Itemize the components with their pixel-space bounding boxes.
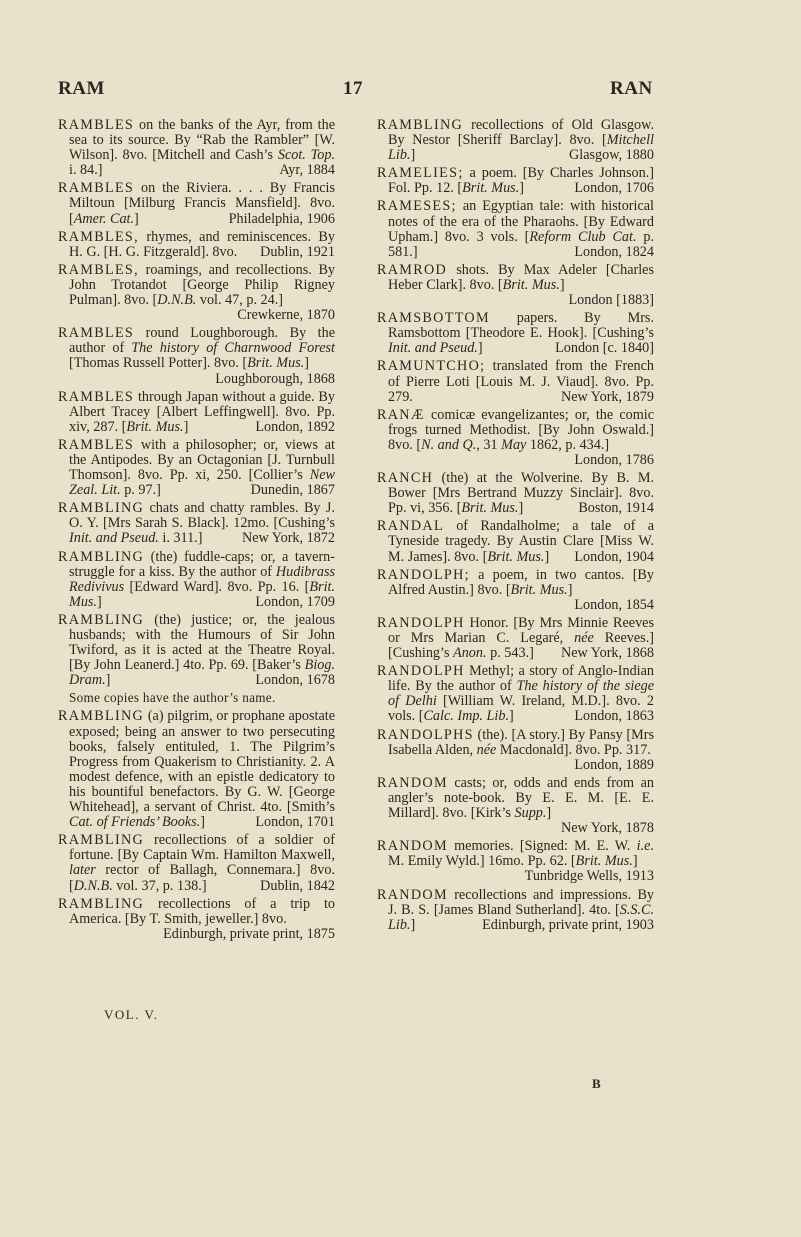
catalogue-entry — [377, 728, 654, 773]
entry-text: shots. By Max Adeler [Charles Heber Clark]. 8vo. [ — [388, 261, 654, 293]
entry-italic-title: Mitchell Lib. — [388, 132, 654, 164]
entry-imprint: Ayr, 1884 — [279, 162, 335, 179]
entry-headword: RAMBLES — [58, 388, 135, 405]
entry-text: with a philosopher; or, views at the Antipodes. By an Octagonian [J. Turnbull Thomson]. 8vo. Pp. xi, 250. [Collier’s — [69, 436, 335, 484]
entry-text: ] — [477, 340, 483, 357]
entry-headword: RAMBLING — [377, 117, 464, 133]
catalogue-entry — [58, 390, 335, 435]
entry-italic-title: D.N.B. — [73, 877, 113, 894]
entry-italic-title: née — [476, 741, 497, 758]
entry-italic-title: later — [69, 862, 96, 879]
entry-headword: RAMBLES — [58, 325, 135, 342]
entry-headword: RANÆ — [377, 406, 425, 423]
catalogue-entry — [377, 776, 654, 836]
entry-imprint: New York, 1878 — [560, 820, 654, 837]
catalogue-entry — [377, 616, 654, 661]
entry-italic-title: Cat. of Friends’ Books. — [69, 814, 201, 831]
entry-headword: RAMBLING — [58, 895, 145, 912]
entry-italic-title: Brit. Mus. — [502, 276, 560, 293]
entry-headword: RAMBLING — [58, 548, 145, 565]
entry-headword: RAMBLES — [58, 117, 135, 133]
entry-text: casts; or, odds and ends from an angler’s note-book. By E. E. M. [E. E. Millard]. 8vo. [Kirk’s — [388, 774, 654, 822]
entry-italic-title: née — [574, 630, 594, 646]
entry-text: (the). [A story.] By Pansy [Mrs Isabella Alden, — [388, 726, 654, 758]
entry-italic-title: Biog. Dram. — [69, 657, 335, 689]
entry-imprint: Dublin, 1842 — [260, 877, 335, 894]
entry-headword: RAMUNTCHO; — [377, 358, 486, 375]
entry-text: on the banks of the Ayr, from the sea to its source. By “Rab the Rambler” [W. Wilson]. 8vo. [Mitchell and Cash’s — [69, 117, 335, 164]
entry-text: vol. 37, p. 138.] — [112, 877, 207, 894]
entry-text: on the Riviera. . . . By Francis Miltoun [Milburg Francis Mansfield]. 8vo. [ — [69, 180, 335, 227]
entry-text: (the) at the Wolverine. By B. M. Bower [Mrs Bertrand Muzzy Sinclair]. 8vo. Pp. vi, 356. [ — [388, 470, 654, 517]
catalogue-entry — [58, 181, 335, 226]
entry-imprint: Philadelphia, 1906 — [228, 210, 335, 227]
entry-headword: RAMROD — [377, 261, 448, 278]
entry-note: Some copies have the author’s name. — [69, 690, 276, 706]
catalogue-entry — [58, 709, 335, 830]
entry-headword: RANDOLPH — [377, 614, 465, 631]
entry-text: memories. [Signed: M. E. W. — [447, 838, 637, 855]
entry-italic-title: Brit. Mus. — [69, 578, 335, 610]
entry-imprint: London, 1889 — [574, 756, 654, 773]
entry-text: ] — [410, 147, 416, 164]
entry-headword: RANDOLPHS — [377, 726, 474, 743]
entry-text: comicæ evangelizantes; or, the comic frogs turned Methodist. [By John Oswald.] 8vo. [ — [388, 406, 654, 453]
entry-text: [Edward Ward]. 8vo. Pp. 16. [ — [124, 578, 310, 595]
catalogue-entry — [377, 199, 654, 259]
entry-text: ] — [518, 500, 524, 517]
entry-text: [William W. Ireland, M.D.]. 8vo. 2 vols. [ — [388, 693, 654, 725]
entry-text: recollections of a soldier of fortune. [By Captain Wm. Hamilton Maxwell, — [69, 832, 335, 864]
entry-text: (the) fuddle-caps; or, a tavern-struggle for a kiss. By the author of — [69, 548, 335, 580]
volume-mark: VOL. V. — [104, 1007, 159, 1022]
entry-imprint: London, 1904 — [574, 548, 654, 565]
entry-headword: RANDOM — [377, 838, 448, 855]
running-head-right: RAN — [610, 78, 653, 99]
catalogue-entry — [58, 230, 335, 260]
entry-imprint: Glasgow, 1880 — [569, 147, 654, 164]
catalogue-entry — [58, 897, 335, 942]
entry-text: ] — [559, 276, 565, 293]
entry-italic-title: Brit. Mus. — [247, 355, 305, 372]
entry-italic-title: Supp. — [514, 805, 547, 822]
entry-headword: RAMBLES, — [58, 228, 139, 245]
catalogue-entry — [377, 664, 654, 724]
entry-italic-title: The history of the siege of Delhi — [388, 678, 655, 710]
entry-italic-title: Brit. Mus. — [461, 500, 519, 517]
entry-text: recollections of a trip to America. [By T. Smith, jeweller.] 8vo. — [69, 895, 335, 927]
entry-imprint: London, 1678 — [255, 672, 335, 689]
entry-text: translated from the French of Pierre Loti [Louis M. J. Viaud]. 8vo. Pp. 279. — [388, 358, 654, 405]
entry-text: vol. 47, p. 24.] — [196, 292, 283, 309]
catalogue-entry — [58, 438, 335, 498]
entry-imprint: London [1883] — [568, 292, 654, 309]
entry-text: ] — [105, 672, 111, 689]
entry-text: rector of Ballagh, Connemara.] 8vo. [ — [69, 862, 335, 894]
entry-headword: RANCH — [377, 470, 434, 487]
entry-headword: RANDOM — [377, 886, 448, 903]
catalogue-entry — [377, 408, 654, 468]
catalogue-entry — [58, 501, 335, 546]
entry-italic-title: Init. and Pseud. — [69, 530, 159, 547]
entry-text: [Thomas Russell Potter]. 8vo. [ — [69, 355, 248, 372]
entry-italic-title: May — [501, 436, 527, 453]
entry-italic-title: Brit. Mus. — [126, 418, 184, 435]
entry-italic-title: New Zeal. Lit. — [69, 467, 335, 499]
entry-imprint: London, 1706 — [574, 180, 654, 197]
entry-text: roamings, and recollections. By John Trotandot [George Philip Rigney Pulman]. 8vo. [ — [69, 261, 335, 309]
entry-italic-title: The history of Charnwood Forest — [131, 340, 335, 357]
entry-italic-title: Amer. Cat. — [73, 210, 135, 227]
entry-imprint: London, 1709 — [255, 593, 335, 610]
entry-text: round Loughborough. By the author of — [69, 325, 335, 357]
entry-text: p. 97.] — [120, 482, 161, 499]
entry-text: p. 543.] — [486, 645, 534, 662]
entry-text: (a) pilgrim, or prophane apostate exposed; being an answer to two persecuting books, falsely entituled, 1. The Pilgrim’s Progress from Quakerism to Christianity. 2. A modest defence, with an epistle dedicatory to his bountiful benefactors. By G. W. [George Whitehead], a servant of Christ. 4to. [Smith’s — [69, 708, 335, 816]
entry-text: i. 84.] — [69, 162, 103, 179]
entry-text: i. 311.] — [158, 530, 203, 547]
signature-mark: B — [592, 1076, 603, 1091]
entry-italic-title: Brit. Mus. — [487, 548, 545, 565]
entry-text: Methyl; a story of Anglo-Indian life. By the author of — [388, 663, 654, 695]
entry-headword: RAMSBOTTOM — [377, 310, 490, 327]
entry-italic-title: Hudibrass Redivivus — [69, 563, 335, 595]
entry-headword: RAMESES; — [377, 198, 457, 215]
catalogue-entry — [377, 568, 654, 613]
catalogue-entry — [377, 839, 654, 884]
entry-imprint: London, 1854 — [574, 596, 654, 613]
entry-headword: RANDAL — [377, 518, 444, 535]
left-column — [58, 118, 335, 945]
entry-imprint: Edinburgh, private print, 1903 — [482, 916, 654, 933]
entry-text: Honor. [By Mrs Minnie Reeves or Mrs Marian C. Legaré, — [388, 614, 654, 646]
entry-headword: RAMELIES; — [377, 165, 464, 182]
entry-text: Reeves.] [Cushing’s — [388, 630, 654, 662]
entry-imprint: Dunedin, 1867 — [250, 482, 335, 499]
entry-imprint: Edinburgh, private print, 1875 — [163, 925, 335, 942]
entry-text: ] — [546, 805, 552, 822]
entry-italic-title: Brit. Mus. — [510, 581, 568, 598]
entry-text: ] — [519, 180, 524, 197]
entry-headword: RAMBLES — [58, 180, 135, 197]
entry-text: , 31 — [476, 436, 502, 453]
entry-italic-title: Init. and Pseud. — [388, 340, 478, 357]
entry-text: papers. By Mrs. Ramsbottom [Theodore E. Hook]. [Cushing’s — [388, 310, 654, 342]
entry-italic-title: Calc. Imp. Lib. — [423, 708, 509, 725]
entry-headword: RAMBLES — [58, 436, 135, 453]
entry-text: ] — [96, 593, 102, 610]
entry-text: recollections and impressions. By J. B. S. [James Bland Sutherland]. 4to. [ — [388, 886, 654, 918]
entry-imprint: New York, 1872 — [241, 530, 335, 547]
entry-text: 1862, p. 434.] — [526, 436, 610, 453]
catalogue-entry — [58, 326, 335, 386]
entry-text: ] — [304, 355, 310, 372]
entry-italic-title: Brit. Mus. — [575, 853, 633, 870]
entry-headword: RAMBLING — [58, 500, 145, 517]
entry-text: a poem, in two cantos. [By Alfred Austin.] 8vo. [ — [388, 566, 654, 598]
catalogue-entry — [377, 471, 654, 516]
entry-imprint: London, 1786 — [574, 451, 654, 468]
entry-text: M. Emily Wyld.] 16mo. Pp. 62. [ — [388, 853, 576, 870]
entry-text: rhymes, and reminiscences. By H. G. [H. G. Fitzgerald]. 8vo. — [69, 228, 335, 260]
catalogue-entry — [377, 311, 654, 356]
entry-italic-title: i.e. — [636, 838, 654, 855]
entry-text: a poem. [By Charles Johnson.] Fol. Pp. 12. [ — [388, 165, 654, 197]
catalogue-entry — [58, 118, 335, 178]
catalogue-entry — [377, 519, 654, 564]
entry-imprint: London, 1892 — [255, 418, 335, 435]
entry-text: recollections of Old Glasgow. By Nestor [Sheriff Barclay]. 8vo. [ — [388, 117, 654, 149]
entry-text: chats and chatty rambles. By J. O. Y. [Mrs Sarah S. Black]. 12mo. [Cushing’s — [69, 500, 335, 532]
entry-text: ] — [410, 916, 416, 933]
entry-italic-title: D.N.B. — [157, 292, 197, 309]
entry-text: ] — [544, 548, 550, 565]
entry-headword: RAMBLING — [58, 832, 145, 849]
entry-headword: RAMBLING — [58, 611, 145, 628]
entry-text: ] — [200, 814, 205, 831]
catalogue-entry — [377, 166, 654, 196]
entry-text: ] — [567, 581, 573, 598]
entry-imprint: London, 1824 — [574, 243, 654, 260]
entry-text: ] — [183, 418, 189, 435]
entry-imprint: London [c. 1840] — [555, 340, 654, 357]
right-column — [377, 118, 654, 936]
entry-imprint: New York, 1879 — [560, 388, 654, 405]
entry-text: p. 581.] — [388, 228, 655, 260]
page-number: 17 — [343, 78, 363, 99]
catalogue-entry — [58, 263, 335, 323]
entry-text: through Japan without a guide. By Albert Tracey [Albert Leffingwell]. 8vo. Pp. xiv, 287. [ — [69, 388, 335, 435]
entry-headword: RANDOLPH — [377, 663, 465, 680]
entry-italic-title: Brit. Mus. — [462, 180, 520, 197]
entry-headword: RANDOM — [377, 774, 448, 791]
entry-headword: RAMBLES, — [58, 261, 139, 278]
entry-text: ] — [509, 708, 514, 725]
entry-imprint: Tunbridge Wells, 1913 — [524, 868, 654, 885]
catalogue-entry — [377, 359, 654, 404]
catalogue-entry — [58, 550, 335, 610]
entry-text: an Egyptian tale: with historical notes of the era of the Pharaohs. [By Edward Upham.] 8vo. 3 vols. [ — [388, 198, 654, 245]
entry-text: ] — [134, 210, 139, 227]
entry-italic-title: N. and Q. — [421, 436, 477, 453]
entry-italic-title: Anon. — [453, 645, 487, 662]
entry-headword: RANDOLPH; — [377, 566, 470, 583]
entry-imprint: Crewkerne, 1870 — [237, 307, 335, 324]
catalogue-entry — [377, 888, 654, 933]
entry-headword: RAMBLING — [58, 708, 145, 725]
entry-text: (the) justice; or, the jealous husbands; with the Humours of Sir John Twiford, as it is acted at the Theatre Royal. [By John Leanerd.] 4to. Pp. 69. [Baker’s — [69, 611, 335, 674]
entry-italic-title: S.S.C. Lib. — [388, 901, 654, 933]
catalogue-entry — [58, 613, 335, 688]
entry-imprint: London, 1701 — [255, 814, 335, 831]
entry-text: Macdonald]. 8vo. Pp. 317. — [496, 741, 651, 758]
entry-italic-title: Reform Club Cat. — [529, 228, 637, 245]
entry-imprint: New York, 1868 — [560, 645, 654, 662]
catalogue-entry — [377, 118, 654, 163]
entry-text: of Randalholme; a tale of a Tyneside tragedy. By Austin Clare [Miss W. M. James]. 8vo. [ — [388, 518, 654, 565]
running-head-left: RAM — [58, 78, 105, 99]
entry-imprint: Dublin, 1921 — [260, 243, 335, 260]
entry-italic-title: Scot. Top. — [277, 147, 335, 164]
entry-text: ] — [632, 853, 638, 870]
entry-imprint: Boston, 1914 — [578, 500, 654, 517]
entry-imprint: Loughborough, 1868 — [215, 370, 335, 387]
catalogue-entry — [377, 263, 654, 308]
catalogue-entry — [58, 833, 335, 893]
entry-imprint: London, 1863 — [574, 708, 654, 725]
